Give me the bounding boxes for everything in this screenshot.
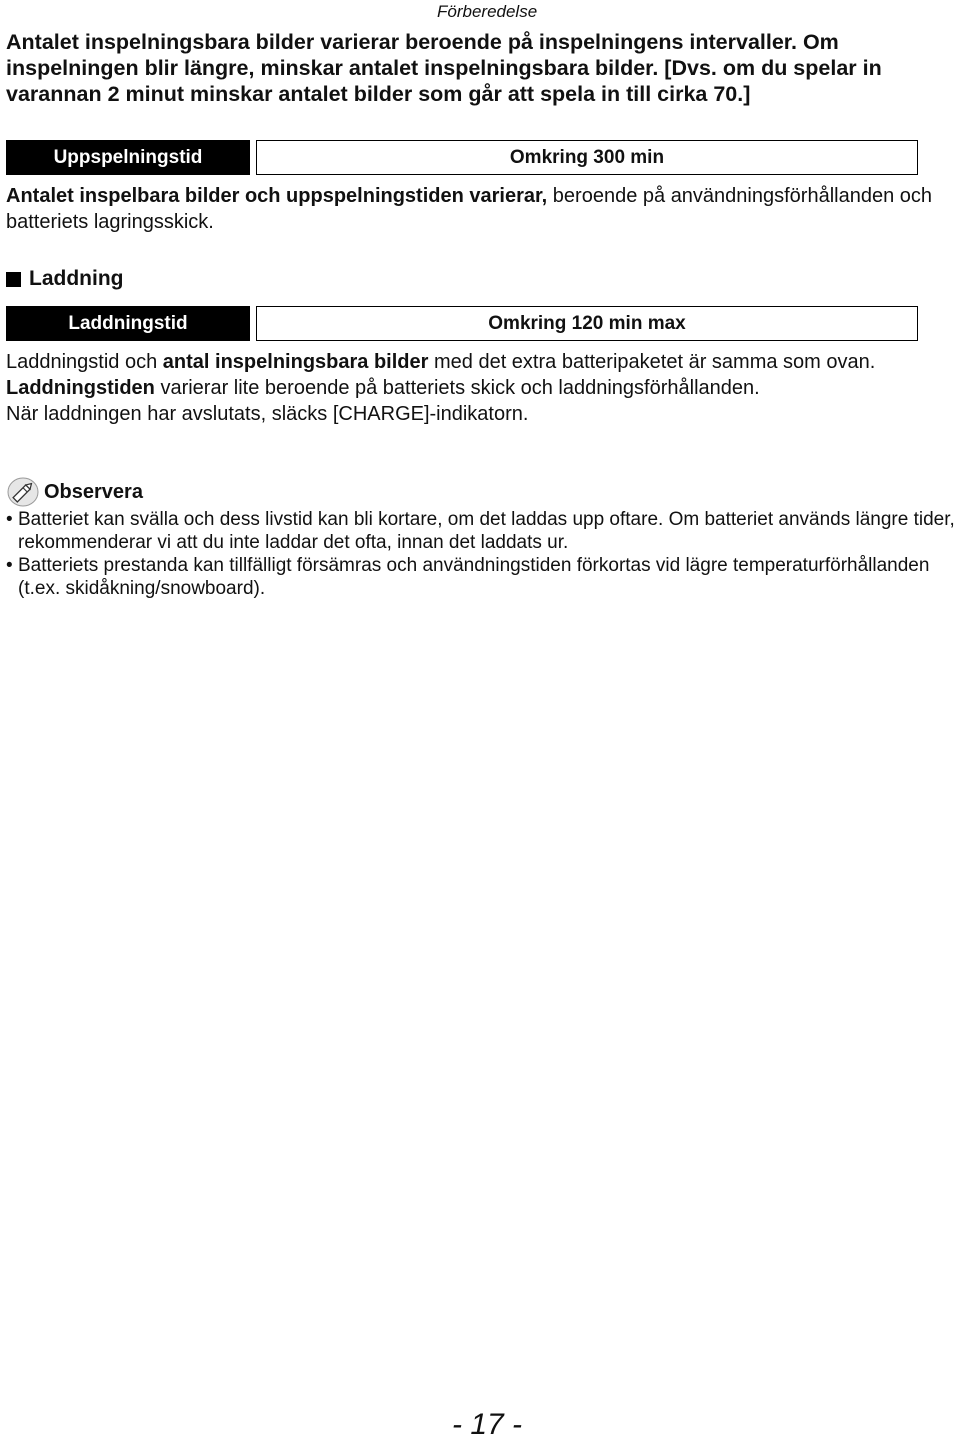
playback-note-text: beroende på användningsförhållanden och batteriets lagringsskick. [6,185,933,233]
playback-time-value: Omkring 300 min [256,140,918,175]
pencil-note-icon [6,476,40,508]
playback-time-row [6,140,918,175]
playback-note-paragraph [6,183,954,235]
charging-note-3: När laddningen har avslutats, släcks [CHARGE]-indikatorn. [6,403,529,425]
charging-heading-text: Laddning [29,267,124,290]
list-item-text: Batteriet kan svälla och dess livstid kan bli kortare, om det laddas upp oftare. Om batteriet används längre tider, rekommenderar vi att du inte laddar det ofta, innan det laddats ur. [18,509,955,553]
charging-note-1-text: Laddningstid och [6,351,163,373]
bullet-dot: • [6,509,13,530]
note-heading [6,476,143,508]
charging-time-label: Laddningstid [6,306,250,341]
playback-note-bold: Antalet inspelbara bilder och uppspelningstiden varierar, [6,185,548,207]
charging-note-1 [6,349,954,375]
page-number: - 17 - [452,1408,523,1441]
charging-notes [6,349,954,427]
note-list [6,508,960,600]
charging-time-row [6,306,918,341]
list-item [6,554,960,600]
charging-note-2-bold: Laddningstiden [6,377,155,399]
square-bullet-icon [6,272,21,287]
list-item [6,508,960,554]
intro-paragraph: Antalet inspelningsbara bilder varierar beroende på inspelningens intervaller. Om inspelningen blir längre, minskar antalet inspelningsbara bilder. [Dvs. om du spelar in varannan 2 minut minskar antalet bilder som går att spela in till cirka 70.] [6,30,882,106]
charging-note-2-text: varierar lite beroende på batteriets skick och laddningsförhållanden. [154,377,760,399]
charging-section-heading [6,267,123,291]
section-header: Förberedelse [437,2,538,21]
note-heading-text: Observera [44,480,143,503]
charging-note-2 [6,375,954,401]
charging-note-1-bold: antal inspelningsbara bilder [162,351,429,373]
bullet-dot: • [6,555,13,576]
charging-time-value: Omkring 120 min max [256,306,918,341]
list-item-text: Batteriets prestanda kan tillfälligt försämras och användningstiden förkortas vid lägre temperaturförhållanden (t.ex. skidåkning/snowboard). [18,555,930,599]
charging-note-1-text-end: med det extra batteripaketet är samma som ovan. [428,351,876,373]
playback-time-label: Uppspelningstid [6,140,250,175]
